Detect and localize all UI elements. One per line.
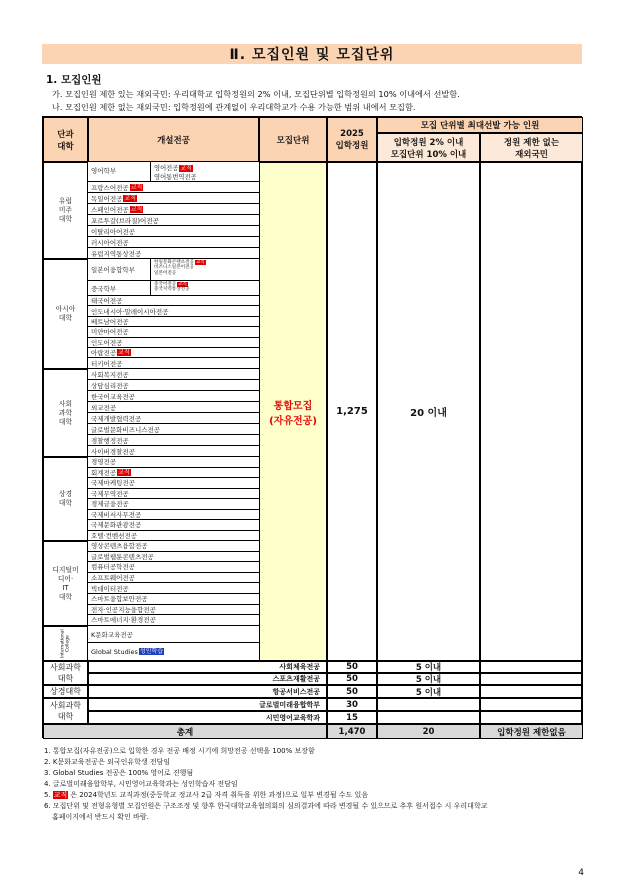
lower-limit — [377, 711, 480, 724]
teacher-badge: 교직 — [178, 282, 187, 287]
major-item — [88, 358, 259, 368]
footnote-text: 4. 글로벌미래융합학부, 시민영어교육학과는 성인학습자 전담임 — [44, 780, 238, 788]
major-item — [88, 435, 259, 446]
unlimited-column — [480, 162, 583, 661]
sub-major — [154, 163, 193, 172]
major-label: 인도어전공 — [91, 338, 123, 347]
major-label: 경제금융전공 — [91, 500, 129, 509]
major-item — [88, 468, 259, 479]
lower-quota: 50 — [327, 685, 377, 698]
major-label: 회계전공 — [91, 468, 117, 477]
sub-major-label: 한일문화콘텐츠전공 — [154, 260, 194, 265]
header-college: 단과 대학 — [43, 117, 88, 162]
college-social-a: 사회과학 대학 — [43, 661, 88, 685]
sub-major: 영어통번역전공 — [154, 174, 197, 181]
major-label: 프랑스어전공 — [91, 183, 129, 192]
major-label: 경영전공 — [91, 458, 117, 467]
major-label: Global Studies — [91, 647, 138, 656]
footnote — [44, 757, 170, 767]
section-heading: 1. 모집인원 — [46, 74, 102, 86]
major-label: 스마트융합보안전공 — [91, 595, 148, 604]
major-label: 소프트웨어전공 — [91, 574, 135, 583]
major-item — [88, 215, 259, 226]
header-unlimited: 정원 제한 없는 재외국민 — [480, 133, 583, 162]
footnote — [44, 779, 238, 789]
lower-unit: 시민영어교육학과 — [88, 711, 327, 724]
lower-unlimited — [480, 711, 583, 724]
major-label: 터키어전공 — [91, 359, 123, 368]
page-number: 4 — [578, 868, 584, 878]
college-name: 상경 대학 — [43, 457, 88, 541]
lower-unit: 스포츠재활전공 — [88, 673, 327, 685]
major-label: 사이버경찰전공 — [91, 447, 135, 456]
lower-unlimited — [480, 698, 583, 711]
major-item — [88, 182, 259, 193]
major-label: 한국어교육전공 — [91, 392, 135, 401]
major-item — [88, 583, 259, 594]
footnote — [44, 768, 193, 778]
major-label: 이탈리아어전공 — [91, 227, 135, 236]
teacher-badge: 교직 — [195, 260, 205, 265]
major-label: 인도네시아·말레이시아전공 — [91, 307, 169, 316]
sub-major: 중국지역통상전공 — [154, 287, 190, 293]
total-unlimited: 입학정원 제한없음 — [480, 724, 583, 739]
major-item — [88, 531, 259, 542]
lower-unlimited — [480, 673, 583, 685]
major-label: 유럽지역통상전공 — [91, 249, 142, 258]
major-label: 영상콘텐츠융합전공 — [91, 542, 148, 551]
major-item — [88, 296, 259, 306]
header-limited: 입학정원 2% 이내 모집단위 10% 이내 — [377, 133, 480, 162]
college-name: 디지털미 디어· IT 대학 — [43, 541, 88, 626]
footnote-text: 2. K문화교육전공은 외국인유학생 전담임 — [44, 758, 171, 766]
major-label: 스페인어전공 — [91, 205, 129, 214]
major-label: 외교전공 — [91, 403, 117, 412]
college-name: 유럽 미주 대학 — [43, 162, 88, 259]
footnote-text: 6. 모집단위 및 전형유형별 모집인원은 구조조정 및 향후 한국대학교육협의회의 심의결과에 따라 변경될 수 있으므로 추후 원서접수 시 우리대학교 — [44, 802, 488, 810]
major-label: 스마트에너지·환경전공 — [91, 616, 156, 625]
major-item — [88, 520, 259, 531]
major-item — [88, 489, 259, 500]
teacher-badge: 교직 — [124, 194, 136, 202]
major-item — [88, 204, 259, 215]
major-item — [88, 424, 259, 435]
footnote-text: 3. Global Studies 전공은 100% 영어로 진행됨 — [44, 769, 194, 777]
integrated-limit: 20 이내 — [377, 162, 480, 661]
major-label: 빅데이터전공 — [91, 584, 129, 593]
total-quota: 1,470 — [327, 724, 377, 739]
major-item — [88, 562, 259, 573]
major-item — [88, 457, 259, 468]
major-label: 태국어전공 — [91, 297, 123, 306]
sub-major: 비즈니스일본어전공 — [154, 265, 194, 271]
lower-limit: 5 이내 — [377, 661, 480, 673]
footnote — [52, 812, 149, 822]
major-label: 국제개발협력전공 — [91, 414, 142, 423]
lower-unit: 사회체육전공 — [88, 661, 327, 673]
major-label: 호텔·컨벤션전공 — [91, 531, 138, 540]
sub-major: 일본어전공 — [154, 270, 177, 276]
major-item — [88, 306, 259, 316]
english-dept — [88, 162, 259, 182]
major-item — [88, 446, 259, 457]
major-item — [88, 248, 259, 259]
teacher-badge: 교직 — [180, 165, 192, 172]
dept-name: 일본어융합학부 — [91, 266, 135, 274]
major-item — [88, 643, 259, 661]
divider — [150, 162, 152, 182]
footnote — [44, 746, 315, 756]
major-label: 베트남어전공 — [91, 317, 129, 326]
page-title: Ⅱ. 모집인원 및 모집단위 — [42, 44, 582, 64]
lower-unlimited — [480, 661, 583, 673]
teacher-badge: 교직 — [130, 183, 143, 191]
major-label: 경찰행정전공 — [91, 436, 129, 445]
major-label: 글로벌웹툰콘텐츠전공 — [91, 552, 154, 561]
header-major: 개설전공 — [88, 117, 259, 162]
teacher-badge: 교직 — [118, 349, 130, 357]
footnote-text: 홈페이지에서 반드시 확인 바람. — [52, 813, 149, 821]
major-item — [88, 317, 259, 327]
major-label: 상담심리전공 — [91, 381, 129, 390]
major-item — [88, 369, 259, 380]
major-item — [88, 237, 259, 248]
teacher-badge: 교직 — [130, 205, 143, 213]
major-item — [88, 380, 259, 391]
intro-line-b: 나. 모집인원 제한 없는 재외국민: 입학정원에 관계없이 우리대학교가 수용 가능한 범위 내에서 모집함. — [52, 102, 416, 112]
dept-name: 중국학부 — [91, 285, 117, 293]
lower-quota: 15 — [327, 711, 377, 724]
major-label: 국제무역전공 — [91, 489, 129, 498]
major-label: 러시아어전공 — [91, 238, 129, 247]
integrated-quota: 1,275 — [327, 162, 377, 661]
major-item — [88, 348, 259, 358]
footnote-text: 1. 통합모집(자유전공)으로 입학한 경우 전공 배정 시기에 희망전공 선택을 100% 보장함 — [44, 747, 315, 755]
intro-line-a: 가. 모집인원 제한 있는 재외국민: 우리대학교 입학정원의 2% 이내, 모집단위별 입학정원의 10% 이내에서 선발함. — [52, 89, 460, 99]
major-label: 미얀마어전공 — [91, 328, 129, 337]
major-item — [88, 510, 259, 521]
footnote — [44, 790, 368, 800]
major-item — [88, 605, 259, 616]
adult-badge: 성인학습 — [139, 648, 164, 655]
major-item — [88, 541, 259, 552]
major-item — [88, 413, 259, 424]
lower-quota: 50 — [327, 661, 377, 673]
major-label: 컴퓨터공학전공 — [91, 563, 135, 572]
major-item — [88, 226, 259, 237]
lower-quota: 50 — [327, 673, 377, 685]
japan-dept — [88, 259, 259, 281]
major-label: K문화교육전공 — [91, 630, 133, 639]
footnote-number: 5. — [44, 791, 51, 799]
major-item — [88, 478, 259, 489]
teacher-badge: 교직 — [118, 468, 130, 476]
divider — [150, 281, 152, 296]
major-item — [88, 573, 259, 584]
major-item — [88, 391, 259, 402]
recruitment-table — [42, 116, 582, 738]
teacher-badge: 교직 — [53, 791, 68, 799]
header-unit: 모집단위 — [259, 117, 327, 162]
major-item — [88, 626, 259, 643]
lower-limit: 5 이내 — [377, 685, 480, 698]
major-label: 국제문화관광전공 — [91, 521, 142, 530]
major-item — [88, 327, 259, 337]
lower-limit: 5 이내 — [377, 673, 480, 685]
lower-limit — [377, 698, 480, 711]
lower-unit: 항공서비스전공 — [88, 685, 327, 698]
major-label: 전자·인공지능융합전공 — [91, 605, 156, 614]
major-label: 사회복지전공 — [91, 370, 129, 379]
china-dept — [88, 281, 259, 296]
college-name: International College — [43, 626, 88, 661]
college-name: 아시아 대학 — [43, 259, 88, 369]
divider — [150, 259, 152, 281]
major-label: 아랍전공 — [91, 349, 117, 358]
sub-major-label: 중국어전공 — [154, 282, 177, 287]
footnote-text: 은 2024학년도 교직과정(중등학교 정교사 2급 자격 취득을 위한 과정)으로 일부 변경될 수도 있음 — [70, 791, 369, 799]
major-label: 글로벌문화비즈니스전공 — [91, 425, 161, 434]
sub-majors — [154, 260, 206, 276]
header-quota: 2025 입학정원 — [327, 117, 377, 162]
college-social-b: 사회과학 대학 — [43, 698, 88, 724]
total-label: 총계 — [43, 724, 327, 739]
major-item — [88, 594, 259, 605]
major-label: 포르투갈(브라질)어전공 — [91, 216, 159, 225]
major-item — [88, 552, 259, 563]
major-item — [88, 615, 259, 626]
lower-unlimited — [480, 685, 583, 698]
lower-quota: 30 — [327, 698, 377, 711]
major-label: 국제비서사무전공 — [91, 510, 142, 519]
sub-majors — [154, 282, 190, 293]
college-business: 상경대학 — [43, 685, 88, 698]
major-label: 독일어전공 — [91, 194, 123, 203]
total-limit: 20 — [377, 724, 480, 739]
dept-name: 영어학부 — [91, 167, 117, 175]
major-item — [88, 402, 259, 413]
college-name: 사회 과학 대학 — [43, 369, 88, 457]
sub-major-label: 영어전공 — [154, 165, 179, 172]
major-item — [88, 499, 259, 510]
major-item — [88, 193, 259, 204]
major-label: 국제마케팅전공 — [91, 479, 135, 488]
footnote — [44, 801, 487, 811]
header-max: 모집 단위별 최대선발 가능 인원 — [377, 117, 583, 133]
major-item — [88, 338, 259, 348]
lower-unit: 글로벌미래융합학부 — [88, 698, 327, 711]
integrated-unit: 통합모집 (자유전공) — [259, 162, 327, 661]
